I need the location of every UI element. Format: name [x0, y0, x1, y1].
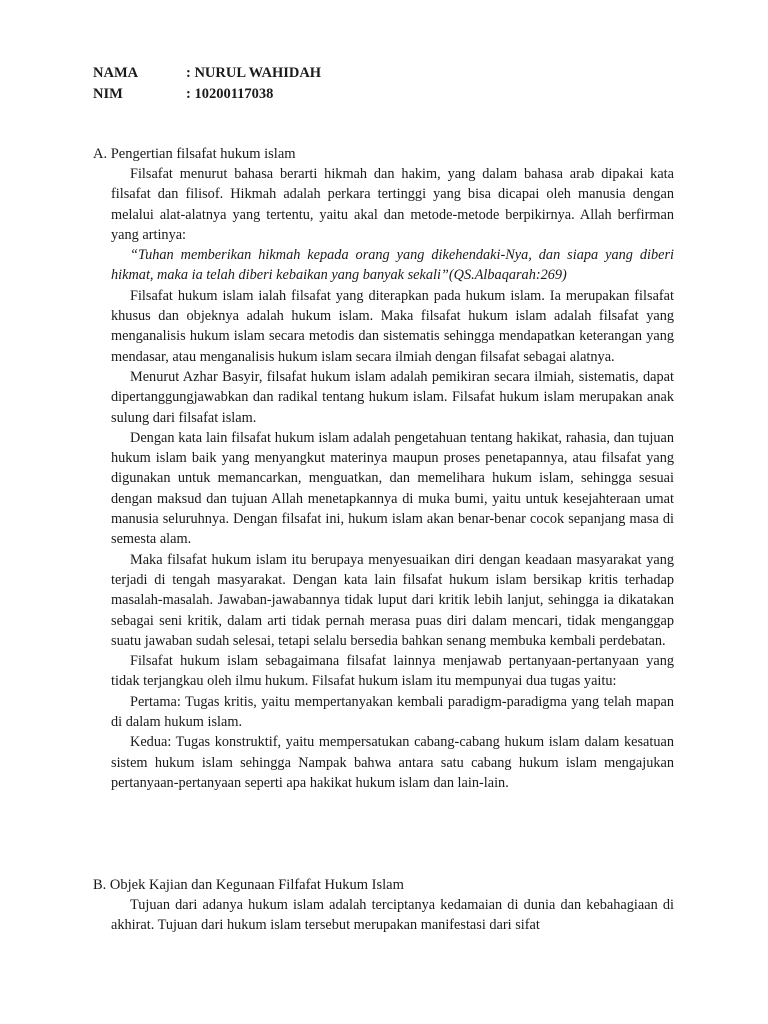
- name-row: [93, 63, 321, 84]
- paragraph: Maka filsafat hukum islam itu berupaya menyesuaikan diri dengan keadaan masyarakat yang terjadi di tengah masyarakat. Dengan kata lain filsafat hukum islam bersikap kritis terhadap masalah-masalah. Jawaban-jawabannya tidak luput dari kritik lebih lanjut, sehingga ia dikatakan sebagai seni kritik, dalam arti tidak pernah merasa puas diri dalam mencari, tidak menganggap suatu jawaban sudah selesai, tetapi selalu bersedia bahkan senang membuka kembali perdebatan.: [111, 551, 674, 649]
- nim-label: NIM: [93, 86, 123, 102]
- section-b-body: [111, 895, 674, 936]
- name-value: : NURUL WAHIDAH: [186, 65, 322, 81]
- quran-quote: “Tuhan memberikan hikmah kepada orang yang dikehendaki-Nya, dan siapa yang diberi hikmat, maka ia telah diberi kebaikan yang banyak sekali”(QS.Albaqarah:269): [111, 247, 674, 284]
- paragraph: Menurut Azhar Basyir, filsafat hukum islam adalah pemikiran secara ilmiah, sistematis, dapat dipertanggungjawabkan dan radikal tentang hukum islam. Filsafat hukum islam merupakan anak sulung dari filsafat islam.: [111, 368, 674, 426]
- paragraph: Filsafat hukum islam sebagaimana filsafat lainnya menjawab pertanyaan-pertanyaan yang tidak terjangkau oleh ilmu hukum. Filsafat hukum islam itu mempunyai dua tugas yaitu:: [111, 653, 674, 690]
- section-a-body: [111, 164, 674, 793]
- paragraph: Kedua: Tugas konstruktif, yaitu mempersatukan cabang-cabang hukum islam dalam kesatuan sistem hukum islam sehingga Nampak bahwa antara satu cabang hukum islam mengajukan pertanyaan-pertanyaan seperti apa hakikat hukum islam dan lain-lain.: [111, 734, 674, 791]
- section-a-title: A. Pengertian filsafat hukum islam: [93, 146, 296, 162]
- paragraph: Dengan kata lain filsafat hukum islam adalah pengetahuan tentang hakikat, rahasia, dan tujuan hukum islam baik yang menyangkut materinya maupun proses penetapannya, atau filsafat yang digunakan untuk memancarkan, menguatkan, dan memelihara hukum islam, sehingga sesuai dengan maksud dan tujuan Allah menetapkannya di muka bumi, yaitu untuk kesejahteraan umat manusia seluruhnya. Dengan filsafat ini, hukum islam akan benar-benar cocok sepanjang masa di semesta alam.: [111, 429, 674, 548]
- paragraph: Tujuan dari adanya hukum islam adalah terciptanya kedamaian di dunia dan kebahagiaan di akhirat. Tujuan dari hukum islam tersebut merupakan manifestasi dari sifat: [111, 897, 674, 934]
- paragraph: Pertama: Tugas kritis, yaitu mempertanyakan kembali paradigm-paradigma yang telah mapan di dalam hukum islam.: [111, 693, 674, 731]
- paragraph: Filsafat hukum islam ialah filsafat yang diterapkan pada hukum islam. Ia merupakan filsafat khusus dan objeknya adalah hukum islam. Maka filsafat hukum islam adalah filsafat yang menganalisis hukum islam secara metodis dan sistematis sehingga mendapatkan keterangan yang mendasar, atau menganalisis hukum islam secara ilmiah dengan filsafat sebagai alatnya.: [111, 287, 674, 365]
- student-header: [93, 63, 321, 105]
- name-label: NAMA: [93, 65, 139, 81]
- section-b-title: B. Objek Kajian dan Kegunaan Filfafat Hukum Islam: [93, 877, 404, 893]
- nim-row: [93, 84, 321, 105]
- paragraph: Filsafat menurut bahasa berarti hikmah dan hakim, yang dalam bahasa arab dipakai kata filsafat dan filisof. Hikmah adalah perkara tertinggi yang bisa dicapai oleh manusia dengan melalui alat-alatnya yang tertentu, yaitu akal dan metode-metode berpikirnya. Allah berfirman yang artinya:: [111, 166, 674, 243]
- nim-value: : 10200117038: [186, 86, 274, 102]
